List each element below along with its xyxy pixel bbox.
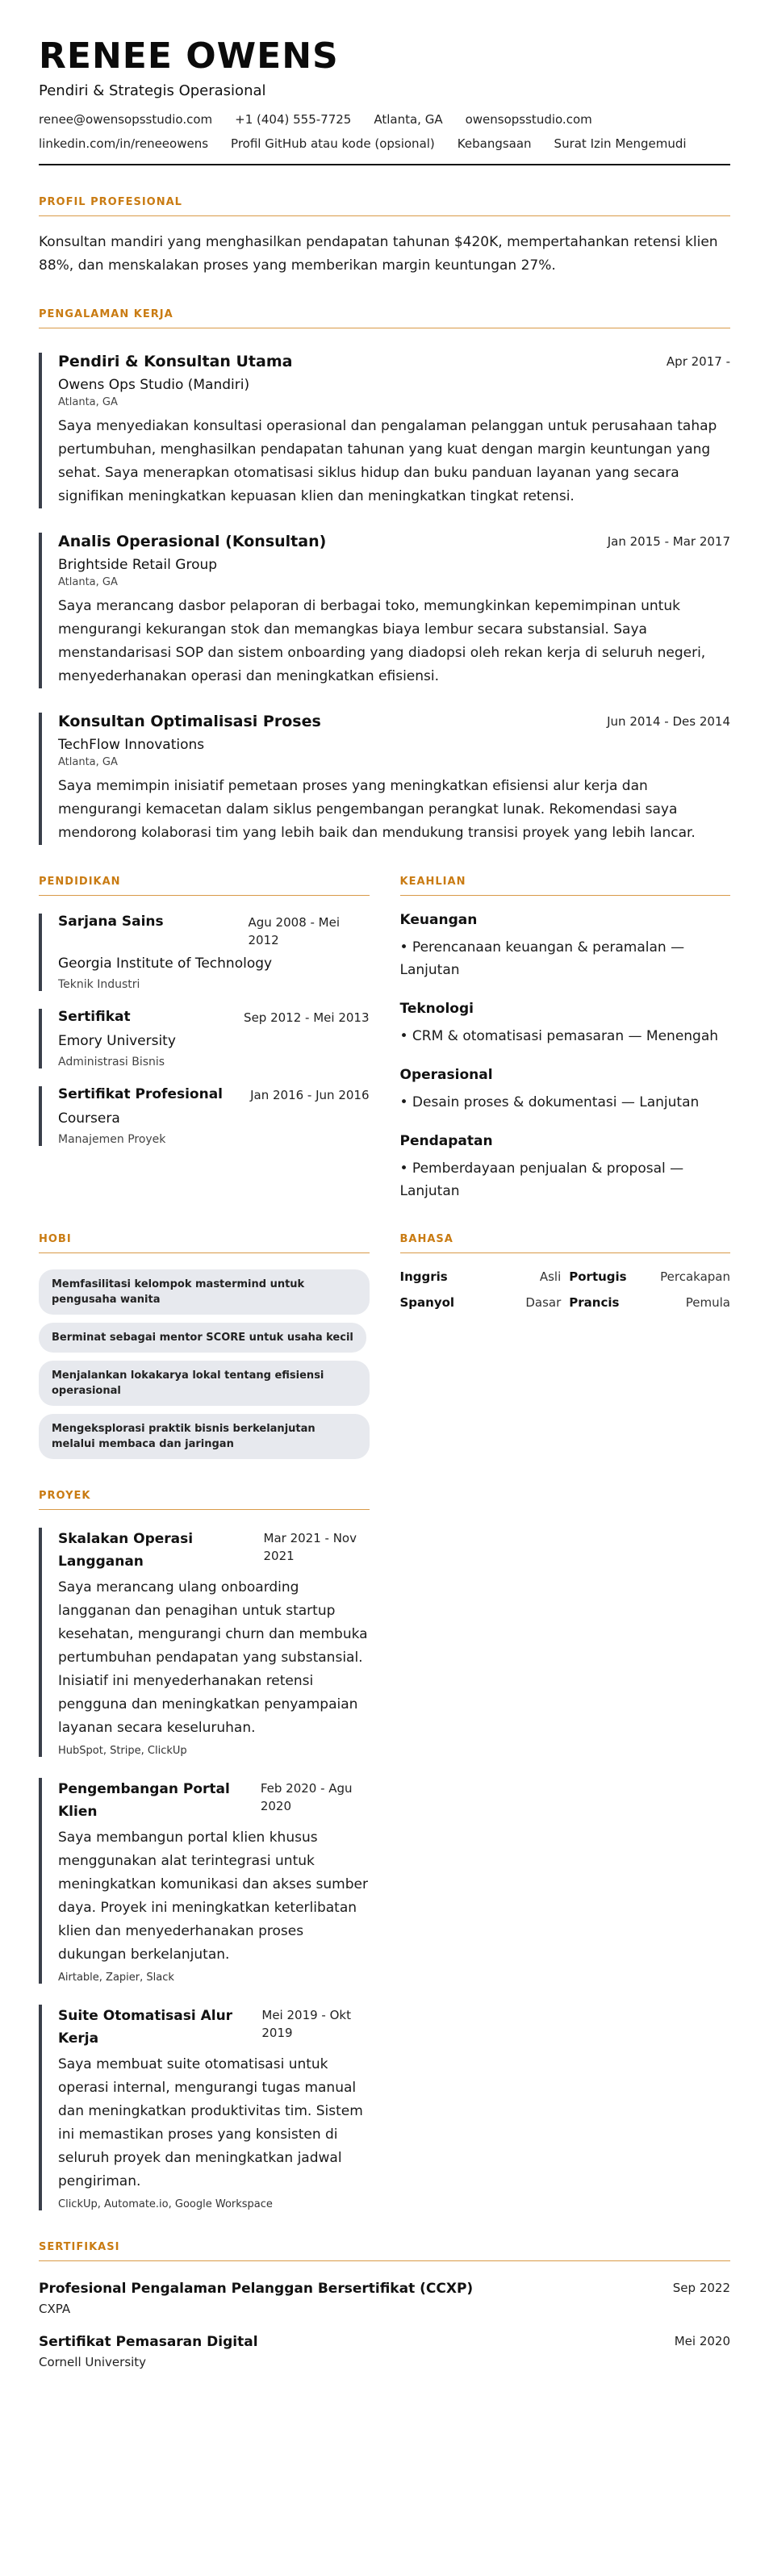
project-date: Mei 2019 - Okt 2019 bbox=[261, 2008, 351, 2040]
hobbies-languages-row bbox=[39, 1202, 730, 1459]
project-tools: Airtable, Zapier, Slack bbox=[58, 1972, 174, 1984]
language-item bbox=[400, 1269, 562, 1284]
contact-github[interactable]: Profil GitHub atau kode (opsional) bbox=[231, 136, 435, 151]
education-skills-row bbox=[39, 845, 730, 1202]
section-title-profile: PROFIL PROFESIONAL bbox=[39, 196, 730, 216]
education-school: Coursera bbox=[58, 1110, 120, 1127]
section-title-languages: BAHASA bbox=[400, 1233, 731, 1253]
education-field: Manajemen Proyek bbox=[58, 1133, 166, 1146]
certification-date: Mei 2020 bbox=[674, 2334, 730, 2348]
language-level: Asli bbox=[539, 1269, 562, 1284]
job-company: TechFlow Innovations bbox=[58, 737, 205, 753]
certification-item bbox=[39, 2281, 730, 2316]
job-title: Analis Operasional (Konsultan) bbox=[58, 533, 327, 550]
contact-row-primary bbox=[39, 112, 730, 127]
project-description: Saya membangun portal klien khusus menggunakan alat terintegrasi untuk meningkatkan komunikasi dan akses sumber daya. Proyek ini meningkatkan keterlibatan klien dan menyederhanakan proses dukungan berkelanjutan. bbox=[58, 1830, 368, 1963]
section-title-education: PENDIDIKAN bbox=[39, 876, 370, 896]
certification-title: Profesional Pengalaman Pelanggan Bersertifikat (CCXP) bbox=[39, 2281, 474, 2297]
job-location: Atlanta, GA bbox=[58, 756, 118, 768]
language-level: Percakapan bbox=[660, 1269, 730, 1284]
project-description: Saya membuat suite otomatisasi untuk operasi internal, mengurangi tugas manual dan meningkatkan produktivitas tim. Sistem ini memastikan proses yang konsisten di seluruh proyek dan meningkatkan jadwal pengiriman. bbox=[58, 2056, 363, 2189]
skill-item: • Desain proses & dokumentasi — Lanjutan bbox=[399, 1094, 700, 1110]
education-column bbox=[39, 845, 370, 1202]
section-title-skills: KEAHLIAN bbox=[400, 876, 731, 896]
experience-list bbox=[39, 353, 730, 845]
hobby-chip: Mengeksplorasi praktik bisnis berkelanjutan melalui membaca dan jaringan bbox=[39, 1414, 370, 1459]
language-name: Inggris bbox=[399, 1269, 448, 1284]
job-description: Saya menyediakan konsultasi operasional dan pengalaman pelanggan untuk perusahaan tahap pertumbuhan, menghasilkan pendapatan tahunan yang kuat dengan margin keuntungan yang sehat. Saya menerapkan otomatisasi siklus hidup dan buku panduan layanan yang secara signifikan meningkatkan kepuasan klien dan meningkatkan tingkat retensi. bbox=[58, 418, 717, 504]
certification-date: Sep 2022 bbox=[672, 2281, 730, 2295]
certification-title: Sertifikat Pemasaran Digital bbox=[39, 2334, 258, 2350]
hobby-chip: Memfasilitasi kelompok mastermind untuk pengusaha wanita bbox=[39, 1269, 370, 1315]
job-title: Konsultan Optimalisasi Proses bbox=[58, 713, 321, 730]
education-date: Agu 2008 - Mei 2012 bbox=[248, 915, 341, 947]
hobby-chip: Menjalankan lokakarya lokal tentang efisiensi operasional bbox=[39, 1361, 370, 1406]
skill-group bbox=[400, 912, 731, 981]
header-divider bbox=[39, 164, 730, 165]
hobby-list bbox=[39, 1269, 370, 1459]
skill-group bbox=[400, 1133, 731, 1202]
language-name: Spanyol bbox=[399, 1295, 455, 1310]
project-date: Mar 2021 - Nov 2021 bbox=[263, 1531, 357, 1563]
section-title-hobbies: HOBI bbox=[39, 1233, 370, 1253]
language-item bbox=[569, 1295, 730, 1310]
project-title: Skalakan Operasi Langganan bbox=[58, 1531, 194, 1570]
languages-column bbox=[400, 1202, 731, 1459]
certification-issuer: Cornell University bbox=[39, 2355, 147, 2369]
project-tools: HubSpot, Stripe, ClickUp bbox=[58, 1745, 187, 1757]
job-description: Saya memimpin inisiatif pemetaan proses yang meningkatkan efisiensi alur kerja dan mengurangi kemacetan dalam siklus pengembangan perangkat lunak. Rekomendasi saya mendorong kolaborasi tim yang lebih baik dan mendukung transisi proyek yang lebih lancar. bbox=[58, 778, 696, 841]
experience-item bbox=[39, 353, 730, 508]
project-title: Suite Otomatisasi Alur Kerja bbox=[58, 2008, 233, 2047]
education-field: Administrasi Bisnis bbox=[58, 1056, 165, 1068]
project-description: Saya merancang ulang onboarding langganan dan penagihan untuk startup kesehatan, mengurangi churn dan membuka pertumbuhan pendapatan yang substansial. Inisiatif ini menyederhanakan retensi pengguna dan meningkatkan penyampaian layanan secara keseluruhan. bbox=[58, 1579, 368, 1736]
contact-location: Atlanta, GA bbox=[374, 112, 443, 127]
education-item bbox=[39, 914, 370, 991]
skill-group bbox=[400, 1067, 731, 1114]
certification-item bbox=[39, 2334, 730, 2369]
project-title: Pengembangan Portal Klien bbox=[58, 1781, 230, 1820]
contact-website[interactable]: owensopsstudio.com bbox=[465, 112, 592, 127]
section-title-projects: PROYEK bbox=[39, 1490, 370, 1510]
job-location: Atlanta, GA bbox=[58, 396, 118, 408]
job-date: Jan 2015 - Mar 2017 bbox=[607, 534, 730, 549]
job-date: Jun 2014 - Des 2014 bbox=[607, 714, 730, 729]
education-item bbox=[39, 1086, 370, 1146]
job-location: Atlanta, GA bbox=[58, 576, 118, 588]
education-degree: Sertifikat Profesional bbox=[58, 1086, 224, 1102]
skill-category: Keuangan bbox=[399, 912, 478, 928]
skill-item: • Perencanaan keuangan & peramalan — Lanjutan bbox=[399, 939, 685, 978]
section-title-certifications: SERTIFIKASI bbox=[39, 2241, 730, 2261]
section-title-experience: PENGALAMAN KERJA bbox=[39, 308, 730, 328]
project-tools: ClickUp, Automate.io, Google Workspace bbox=[58, 2198, 273, 2210]
certification-issuer: CXPA bbox=[39, 2302, 71, 2316]
candidate-title: Pendiri & Strategis Operasional bbox=[39, 82, 266, 99]
skill-group bbox=[400, 1001, 731, 1048]
candidate-name: RENEE OWENS bbox=[39, 36, 339, 77]
job-date: Apr 2017 - bbox=[666, 354, 730, 369]
education-item bbox=[39, 1009, 370, 1068]
education-date: Jan 2016 - Jun 2016 bbox=[250, 1088, 370, 1102]
hobbies-column bbox=[39, 1202, 370, 1459]
project-item bbox=[39, 1528, 370, 1757]
experience-item bbox=[39, 533, 730, 688]
language-level: Pemula bbox=[685, 1295, 730, 1310]
job-company: Owens Ops Studio (Mandiri) bbox=[58, 377, 250, 393]
skill-category: Pendapatan bbox=[399, 1133, 493, 1149]
job-description: Saya merancang dasbor pelaporan di berbagai toko, memungkinkan kepemimpinan untuk mengurangi kekurangan stok dan memangkas biaya lembur secara substansial. Saya menstandarisasi SOP dan sistem onboarding yang diadopsi oleh rekan kerja di seluruh negeri, menyederhanakan operasi dan meningkatkan efisiensi. bbox=[58, 598, 706, 684]
language-name: Portugis bbox=[569, 1269, 627, 1284]
contact-row-secondary bbox=[39, 136, 730, 151]
job-company: Brightside Retail Group bbox=[58, 557, 218, 573]
skill-item: • CRM & otomatisasi pemasaran — Menengah bbox=[399, 1028, 719, 1044]
job-title: Pendiri & Konsultan Utama bbox=[58, 353, 293, 370]
skill-category: Operasional bbox=[399, 1067, 493, 1083]
education-school: Georgia Institute of Technology bbox=[58, 956, 273, 972]
contact-phone[interactable]: +1 (404) 555-7725 bbox=[235, 112, 352, 127]
hobby-chip: Berminat sebagai mentor SCORE untuk usaha kecil bbox=[39, 1323, 366, 1353]
language-list bbox=[400, 1269, 731, 1310]
language-level: Dasar bbox=[525, 1295, 562, 1310]
contact-nationality: Kebangsaan bbox=[457, 136, 532, 151]
language-name: Prancis bbox=[569, 1295, 620, 1310]
language-item bbox=[569, 1269, 730, 1284]
education-school: Emory University bbox=[58, 1033, 176, 1049]
resume-header bbox=[39, 36, 730, 165]
experience-item bbox=[39, 713, 730, 845]
project-date: Feb 2020 - Agu 2020 bbox=[260, 1781, 353, 1813]
education-degree: Sarjana Sains bbox=[58, 914, 164, 930]
contact-email[interactable]: renee@owensopsstudio.com bbox=[39, 112, 213, 127]
contact-linkedin[interactable]: linkedin.com/in/reneeowens bbox=[39, 136, 209, 151]
skill-item: • Pemberdayaan penjualan & proposal — Lanjutan bbox=[399, 1160, 684, 1199]
project-item bbox=[39, 2005, 370, 2210]
skills-column bbox=[400, 845, 731, 1202]
projects-column bbox=[39, 1490, 370, 2210]
education-date: Sep 2012 - Mei 2013 bbox=[244, 1010, 370, 1025]
education-field: Teknik Industri bbox=[58, 978, 140, 991]
contact-driving-license: Surat Izin Mengemudi bbox=[554, 136, 687, 151]
profile-summary: Konsultan mandiri yang menghasilkan pendapatan tahunan $420K, mempertahankan retensi klien 88%, dan menskalakan proses yang memberikan margin keuntungan 27%. bbox=[39, 234, 718, 274]
language-item bbox=[400, 1295, 562, 1310]
skill-category: Teknologi bbox=[399, 1001, 474, 1017]
education-degree: Sertifikat bbox=[58, 1009, 131, 1025]
project-item bbox=[39, 1778, 370, 1984]
